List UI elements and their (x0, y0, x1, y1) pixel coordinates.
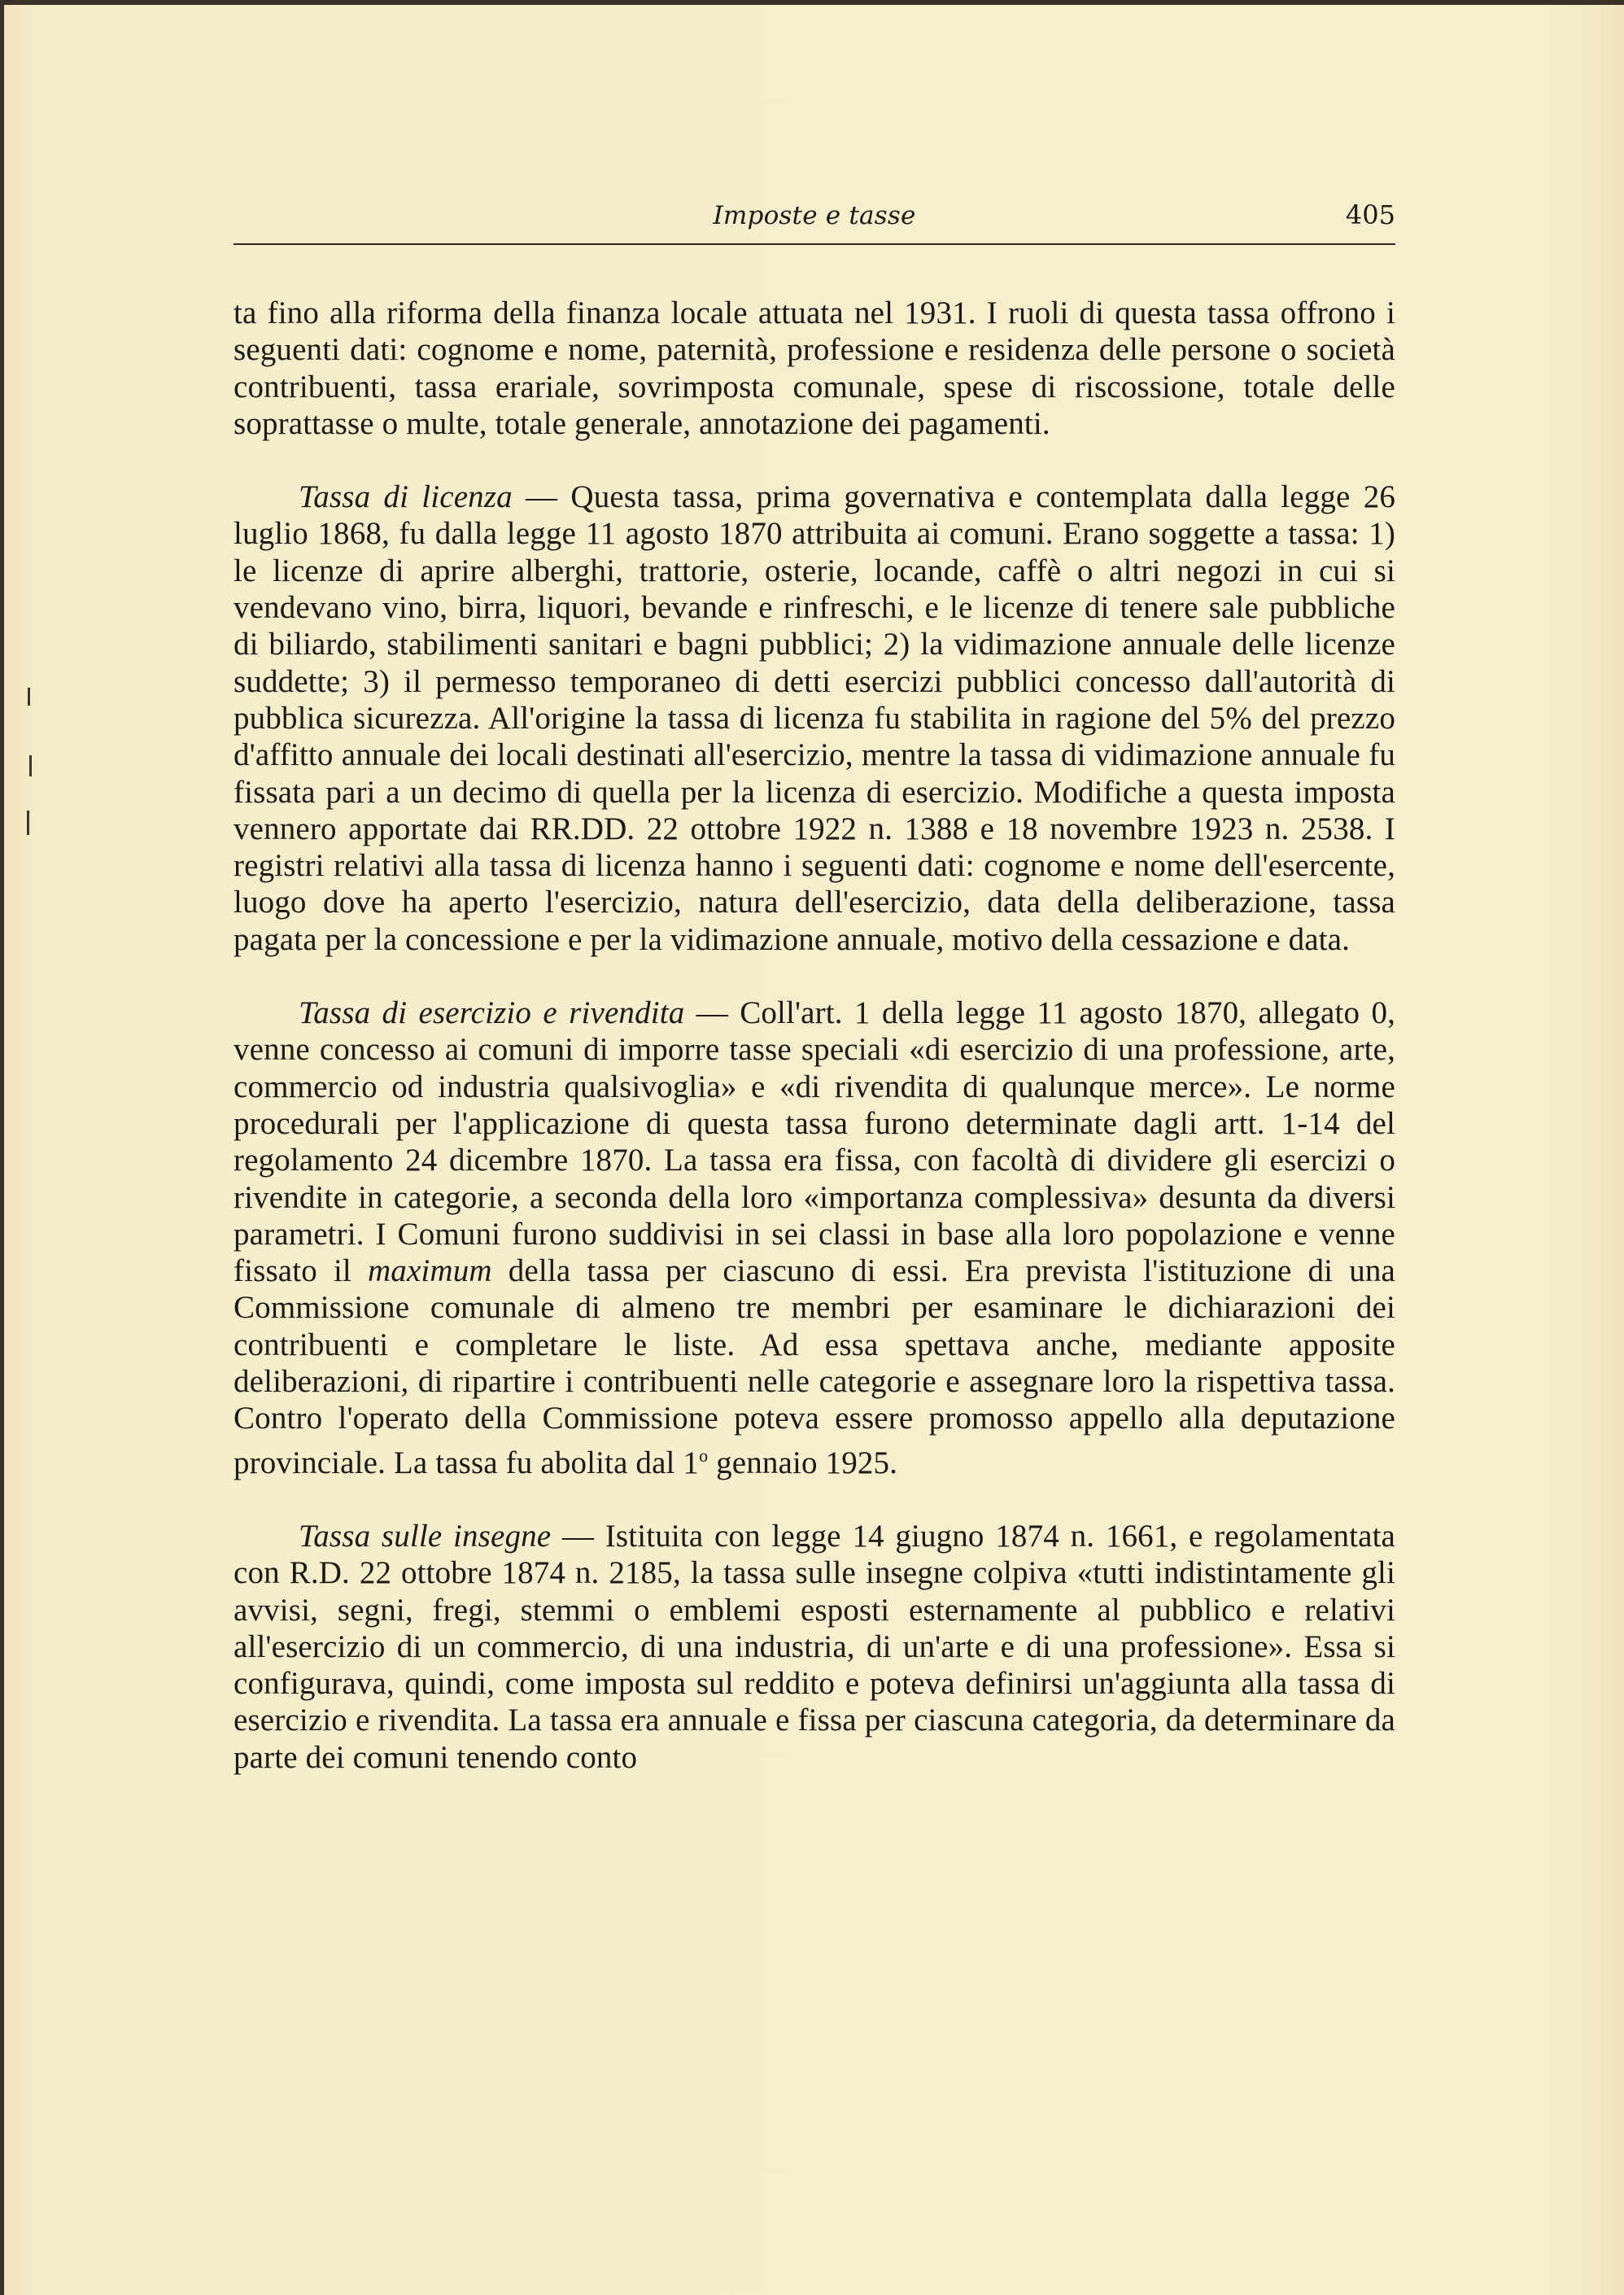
margin-mark (28, 688, 30, 706)
paragraph-text: Coll'art. 1 della legge 11 agosto 1870, allegato 0, venne concesso ai comuni di imporre tasse speciali «di esercizio di una professione, arte, commercio od industria qualsivoglia» e «di rivendita di qualunque merce». Le norme procedurali per l'applicazione di questa tassa furono determinate dagli artt. 1-14 del regolamento 24 dicembre 1870. La tassa era fissa, con facoltà di dividere gli esercizi o rivendite in categorie, a seconda della loro «importanza complessiva» desunta da diversi parametri. I Comuni furono suddivisi in sei classi in base alla loro popolazione e venne fissato il (234, 995, 1395, 1289)
section-title: Tassa di esercizio e rivendita (299, 995, 685, 1031)
running-header (234, 198, 1395, 245)
title-dash: — (551, 1518, 605, 1554)
paragraph-text: Questa tassa, prima governativa e contemplata dalla legge 26 luglio 1868, fu dalla legge 11 agosto 1870 attribuita ai comuni. Erano soggette a tassa: 1) le licenze di aprire alberghi, trattorie, osterie, locande, caffè o altri negozi in cui si vendevano vino, birra, liquori, bevande e rinfreschi, e le licenze di tenere sale pubbliche di biliardo, stabilimenti sanitari e bagni pubblici; 2) la vidimazione annuale delle licenze suddette; 3) il permesso temporaneo di detti esercizi pubblici concesso dall'autorità di pubblica sicurezza. All'origine la tassa di licenza fu stabilita in ragione del 5% del prezzo d'affitto annuale dei locali destinati all'esercizio, mentre la tassa di vidimazione annuale fu fissata pari a un decimo di quella per la licenza di esercizio. Modifiche a questa imposta vennero apportate dai RR.DD. 22 ottobre 1922 n. 1388 e 18 novembre 1923 n. 2538. I registri relativi alla tassa di licenza hanno i seguenti dati: cognome e nome dell'esercente, luogo dove ha aperto l'esercizio, natura dell'esercizio, data della deliberazione, tassa pagata per la concessione e per la vidimazione annuale, motivo della cessazione e data. (234, 479, 1396, 957)
page-number: 405 (1345, 199, 1395, 230)
margin-mark (29, 755, 32, 776)
emphasis-text: maximum (367, 1253, 492, 1289)
section-title: Tassa sulle insegne (299, 1518, 552, 1554)
page-left-edge-shadow (0, 0, 4, 2295)
superscript: o (699, 1445, 709, 1466)
paragraph-continuation (234, 295, 1395, 442)
margin-mark (27, 811, 29, 835)
title-dash: — (684, 995, 740, 1031)
paragraph-text: gennaio 1925. (708, 1445, 898, 1480)
paragraph-tassa-di-licenza (234, 479, 1395, 958)
body-text (234, 295, 1395, 1812)
running-title: Imposte e tasse (713, 201, 916, 230)
paragraph-tassa-sulle-insegne (234, 1518, 1395, 1776)
title-dash: — (512, 479, 571, 515)
paragraph-text: Istituita con legge 14 giugno 1874 n. 1661, e regolamentata con R.D. 22 ottobre 1874 n. 2185, la tassa sulle insegne colpiva «tutti indistintamente gli avvisi, segni, fregi, stemmi o emblemi esposti esternamente al pubblico e relativi all'esercizio di un commercio, di una industria, di un'arte e di una professione». Essa si configurava, quindi, come imposta sul reddito e poteva definirsi un'aggiunta alla tassa di esercizio e rivendita. La tassa era annuale e fissa per ciascuna categoria, da determinare da parte dei comuni tenendo conto (234, 1518, 1396, 1775)
paragraph-text: ta fino alla riforma della finanza locale attuata nel 1931. I ruoli di questa tassa offrono i seguenti dati: cognome e nome, paternità, professione e residenza delle persone o società contribuenti, tassa erariale, sovrimposta comunale, spese di riscossione, totale delle soprattasse o multe, totale generale, annotazione dei pagamenti. (234, 295, 1395, 441)
paragraph-text: della tassa per ciascuno di essi. Era prevista l'istituzione di una Commissione comunale di almeno tre membri per esaminare le dichiarazioni dei contribuenti e completare le liste. Ad essa spettava anche, mediante apposite deliberazioni, di ripartire i contribuenti nelle categorie e assegnare loro la rispettiva tassa. Contro l'operato della Commissione poteva essere promosso appello alla deputazione provinciale. La tassa fu abolita dal 1 (234, 1253, 1395, 1480)
paragraph-tassa-di-esercizio (234, 994, 1395, 1481)
section-title: Tassa di licenza (299, 479, 513, 515)
page-top-edge-shadow (0, 0, 1624, 5)
